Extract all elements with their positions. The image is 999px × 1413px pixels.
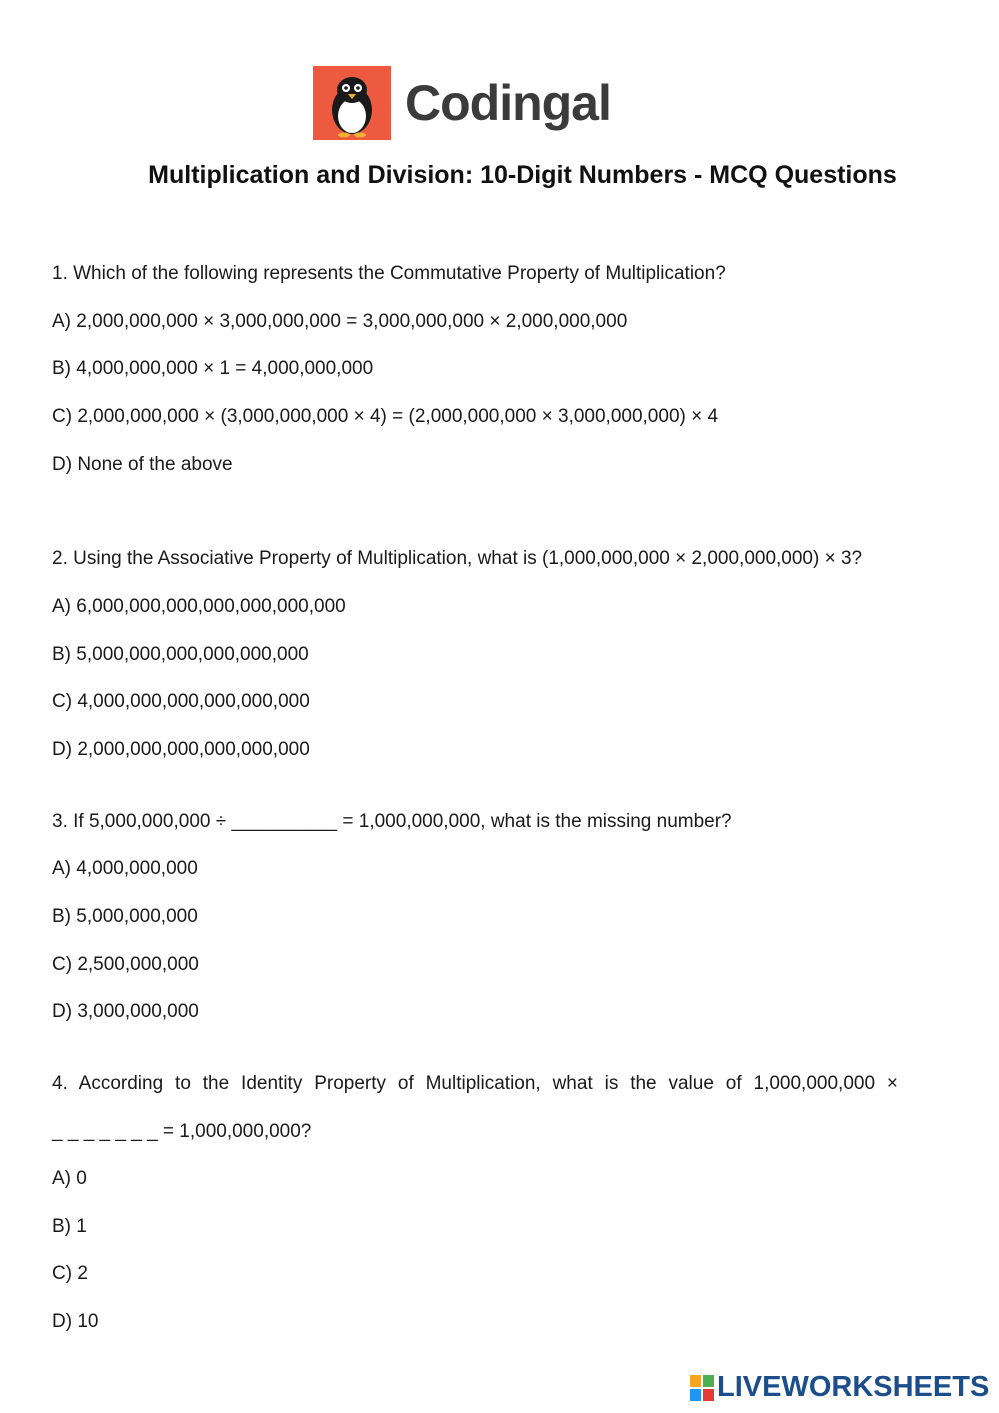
question-4-option-a: A) 0 [52, 1168, 87, 1189]
question-1-option-d: D) None of the above [52, 454, 233, 475]
question-4-option-b: B) 1 [52, 1216, 87, 1237]
question-3-option-c: C) 2,500,000,000 [52, 954, 199, 975]
question-4-option-d: D) 10 [52, 1311, 99, 1332]
question-2-option-a: A) 6,000,000,000,000,000,000,000 [52, 596, 346, 617]
question-3-option-d: D) 3,000,000,000 [52, 1001, 199, 1022]
question-1-text: 1. Which of the following represents the Commutative Property of Multiplication? [52, 263, 726, 284]
page-title: Multiplication and Division: 10-Digit Numbers - MCQ Questions [148, 161, 897, 189]
question-3-option-b: B) 5,000,000,000 [52, 906, 198, 927]
question-2-text: 2. Using the Associative Property of Multiplication, what is (1,000,000,000 × 2,000,000,000) × 3? [52, 548, 863, 569]
watermark-text: LIVEWORKSHEETS [717, 1371, 990, 1403]
question-2-option-b: B) 5,000,000,000,000,000,000 [52, 644, 309, 665]
brand-name: Codingal [405, 75, 611, 131]
question-2-option-c: C) 4,000,000,000,000,000,000 [52, 691, 310, 712]
question-2-option-d: D) 2,000,000,000,000,000,000 [52, 739, 310, 760]
question-4-text-line2: _ _ _ _ _ _ _ = 1,000,000,000? [52, 1121, 312, 1142]
question-4-text-line1: 4. According to the Identity Property of Multiplication, what is the value of 1,000,000,000 × [52, 1073, 898, 1094]
liveworksheets-icon [690, 1375, 714, 1401]
question-1-option-c: C) 2,000,000,000 × (3,000,000,000 × 4) = (2,000,000,000 × 3,000,000,000) × 4 [52, 406, 719, 427]
question-4-option-c: C) 2 [52, 1263, 88, 1284]
question-1-option-a: A) 2,000,000,000 × 3,000,000,000 = 3,000,000,000 × 2,000,000,000 [52, 311, 628, 332]
question-1-option-b: B) 4,000,000,000 × 1 = 4,000,000,000 [52, 358, 374, 379]
codingal-logo [313, 66, 611, 140]
question-3-text: 3. If 5,000,000,000 ÷ __________ = 1,000,000,000, what is the missing number? [52, 811, 732, 832]
liveworksheets-watermark [690, 1373, 989, 1402]
question-3-option-a: A) 4,000,000,000 [52, 858, 198, 879]
penguin-icon [313, 66, 391, 140]
